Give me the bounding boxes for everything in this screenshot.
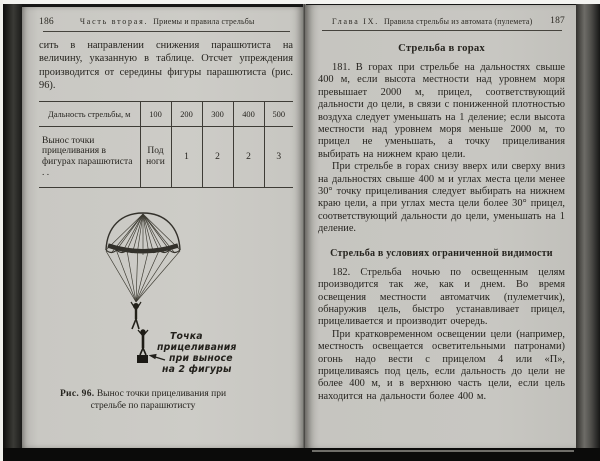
table-col-header: Дальность стрельбы, м bbox=[39, 102, 140, 127]
table-value-300: 2 bbox=[202, 127, 233, 188]
parachute-canopy bbox=[106, 213, 180, 255]
page-left bbox=[22, 7, 303, 448]
table-row bbox=[39, 127, 293, 188]
paragraph-182: 182. Стрельба ночью по освещенным целям производится так же, как и днем. Во время освещения местности автоматчик (пулеметчик), обнаружив цель, быстро устанавливает прицел, прицеливается и производит очередь. bbox=[318, 266, 565, 328]
section-title-mountains: Стрельба в горах bbox=[398, 42, 485, 54]
table-value-500: 3 bbox=[264, 127, 293, 188]
paragraph-181-continued: При стрельбе в горах снизу вверх или сверху вниз на дальностях свыше 400 м и углах места цели менее 30° точку прицеливания следует выбирать на нижнем краю цели, а при углах места цели более 30° прицел, соответствующий дальности до цели, уменьшать на 1 деление. bbox=[318, 161, 565, 235]
figure-caption-label: Рис. 96. bbox=[59, 389, 95, 400]
table-distance-200: 200 bbox=[171, 102, 202, 127]
photo-border-top bbox=[0, 0, 600, 4]
figure-96 bbox=[39, 198, 293, 428]
table-header-row bbox=[39, 102, 293, 127]
section-title-visibility: Стрельба в условиях ограниченной видимости bbox=[330, 247, 553, 259]
table-value-200: 1 bbox=[171, 127, 202, 188]
table-row-label: Вынос точки прицеливания в фигурах парашютиста . . bbox=[42, 135, 133, 178]
running-head-chapter-number: Глава IX. bbox=[332, 17, 380, 26]
table-distance-100: 100 bbox=[140, 102, 171, 127]
page-number-left: 186 bbox=[39, 17, 54, 27]
page-right bbox=[306, 5, 576, 448]
figure-caption-text: Вынос точки прицеливания при стрельбе по парашютисту bbox=[90, 389, 227, 411]
firing-distance-table bbox=[39, 101, 293, 188]
book-page-stack-edge bbox=[576, 4, 600, 452]
figure-caption bbox=[55, 389, 231, 412]
table-distance-500: 500 bbox=[264, 102, 293, 127]
page-number-right: 187 bbox=[550, 16, 565, 26]
aim-point-annotation-line: Точка bbox=[170, 331, 203, 343]
aim-point-annotation-line: при выносе bbox=[169, 353, 233, 365]
table-value-100: Под ноги bbox=[140, 127, 171, 188]
paragraph-182-continued: При кратковременном освещении цели (например, местность освещается осветительными патронами) огонь надо вести с прицелом 4 или «П», прицеливаясь под цель, если дальность до цели не более 400 м, и в верхнюю часть цели, если цель находится на дальности более 400 м. bbox=[318, 328, 565, 402]
header-rule bbox=[43, 31, 290, 32]
suspension-lines bbox=[106, 251, 180, 302]
page-stack-glint bbox=[312, 450, 574, 452]
table-distance-300: 300 bbox=[202, 102, 233, 127]
aim-point-annotation-line: на 2 фигуры bbox=[162, 364, 232, 376]
running-head-left bbox=[39, 17, 293, 27]
photo-border-left bbox=[0, 0, 3, 461]
book-left-cover-edge bbox=[3, 4, 22, 452]
annotation-arrow-icon bbox=[150, 355, 165, 361]
intro-paragraph: сить в направлении снижения парашютиста на величину, указанную в таблице. Отсчет упреждения производится от середины фигуры парашютиста (рис. 96). bbox=[39, 40, 293, 91]
running-head-chapter-title: Приемы и правила стрельбы bbox=[153, 17, 255, 26]
header-rule bbox=[322, 30, 562, 31]
running-head-right bbox=[318, 17, 565, 26]
aim-point-annotation-line: прицеливания bbox=[157, 342, 237, 354]
running-head-chapter-title: Правила стрельбы из автомата (пулемета) bbox=[384, 17, 533, 26]
offset-figure-silhouette bbox=[138, 330, 148, 355]
table-distance-400: 400 bbox=[233, 102, 264, 127]
table-value-400: 2 bbox=[233, 127, 264, 188]
parachutist-figure bbox=[131, 302, 141, 329]
paragraph-181: 181. В горах при стрельбе на дальностях свыше 400 м, если высота местности над уровнем моря превышает 2000 м, прицел, соответствующий дальности до цели, в связи с пониженной плотностью воздуха следует уменьшать на 1 деление; если высота местности над уровнем моря меньше 2000 м, то прицел не уменьшать, а точку прицеливания выбирать на нижнем краю цели. bbox=[318, 62, 565, 160]
aim-point-square bbox=[137, 355, 148, 363]
book-gutter bbox=[303, 4, 306, 448]
running-head-part-title: Часть вторая. bbox=[79, 17, 149, 26]
